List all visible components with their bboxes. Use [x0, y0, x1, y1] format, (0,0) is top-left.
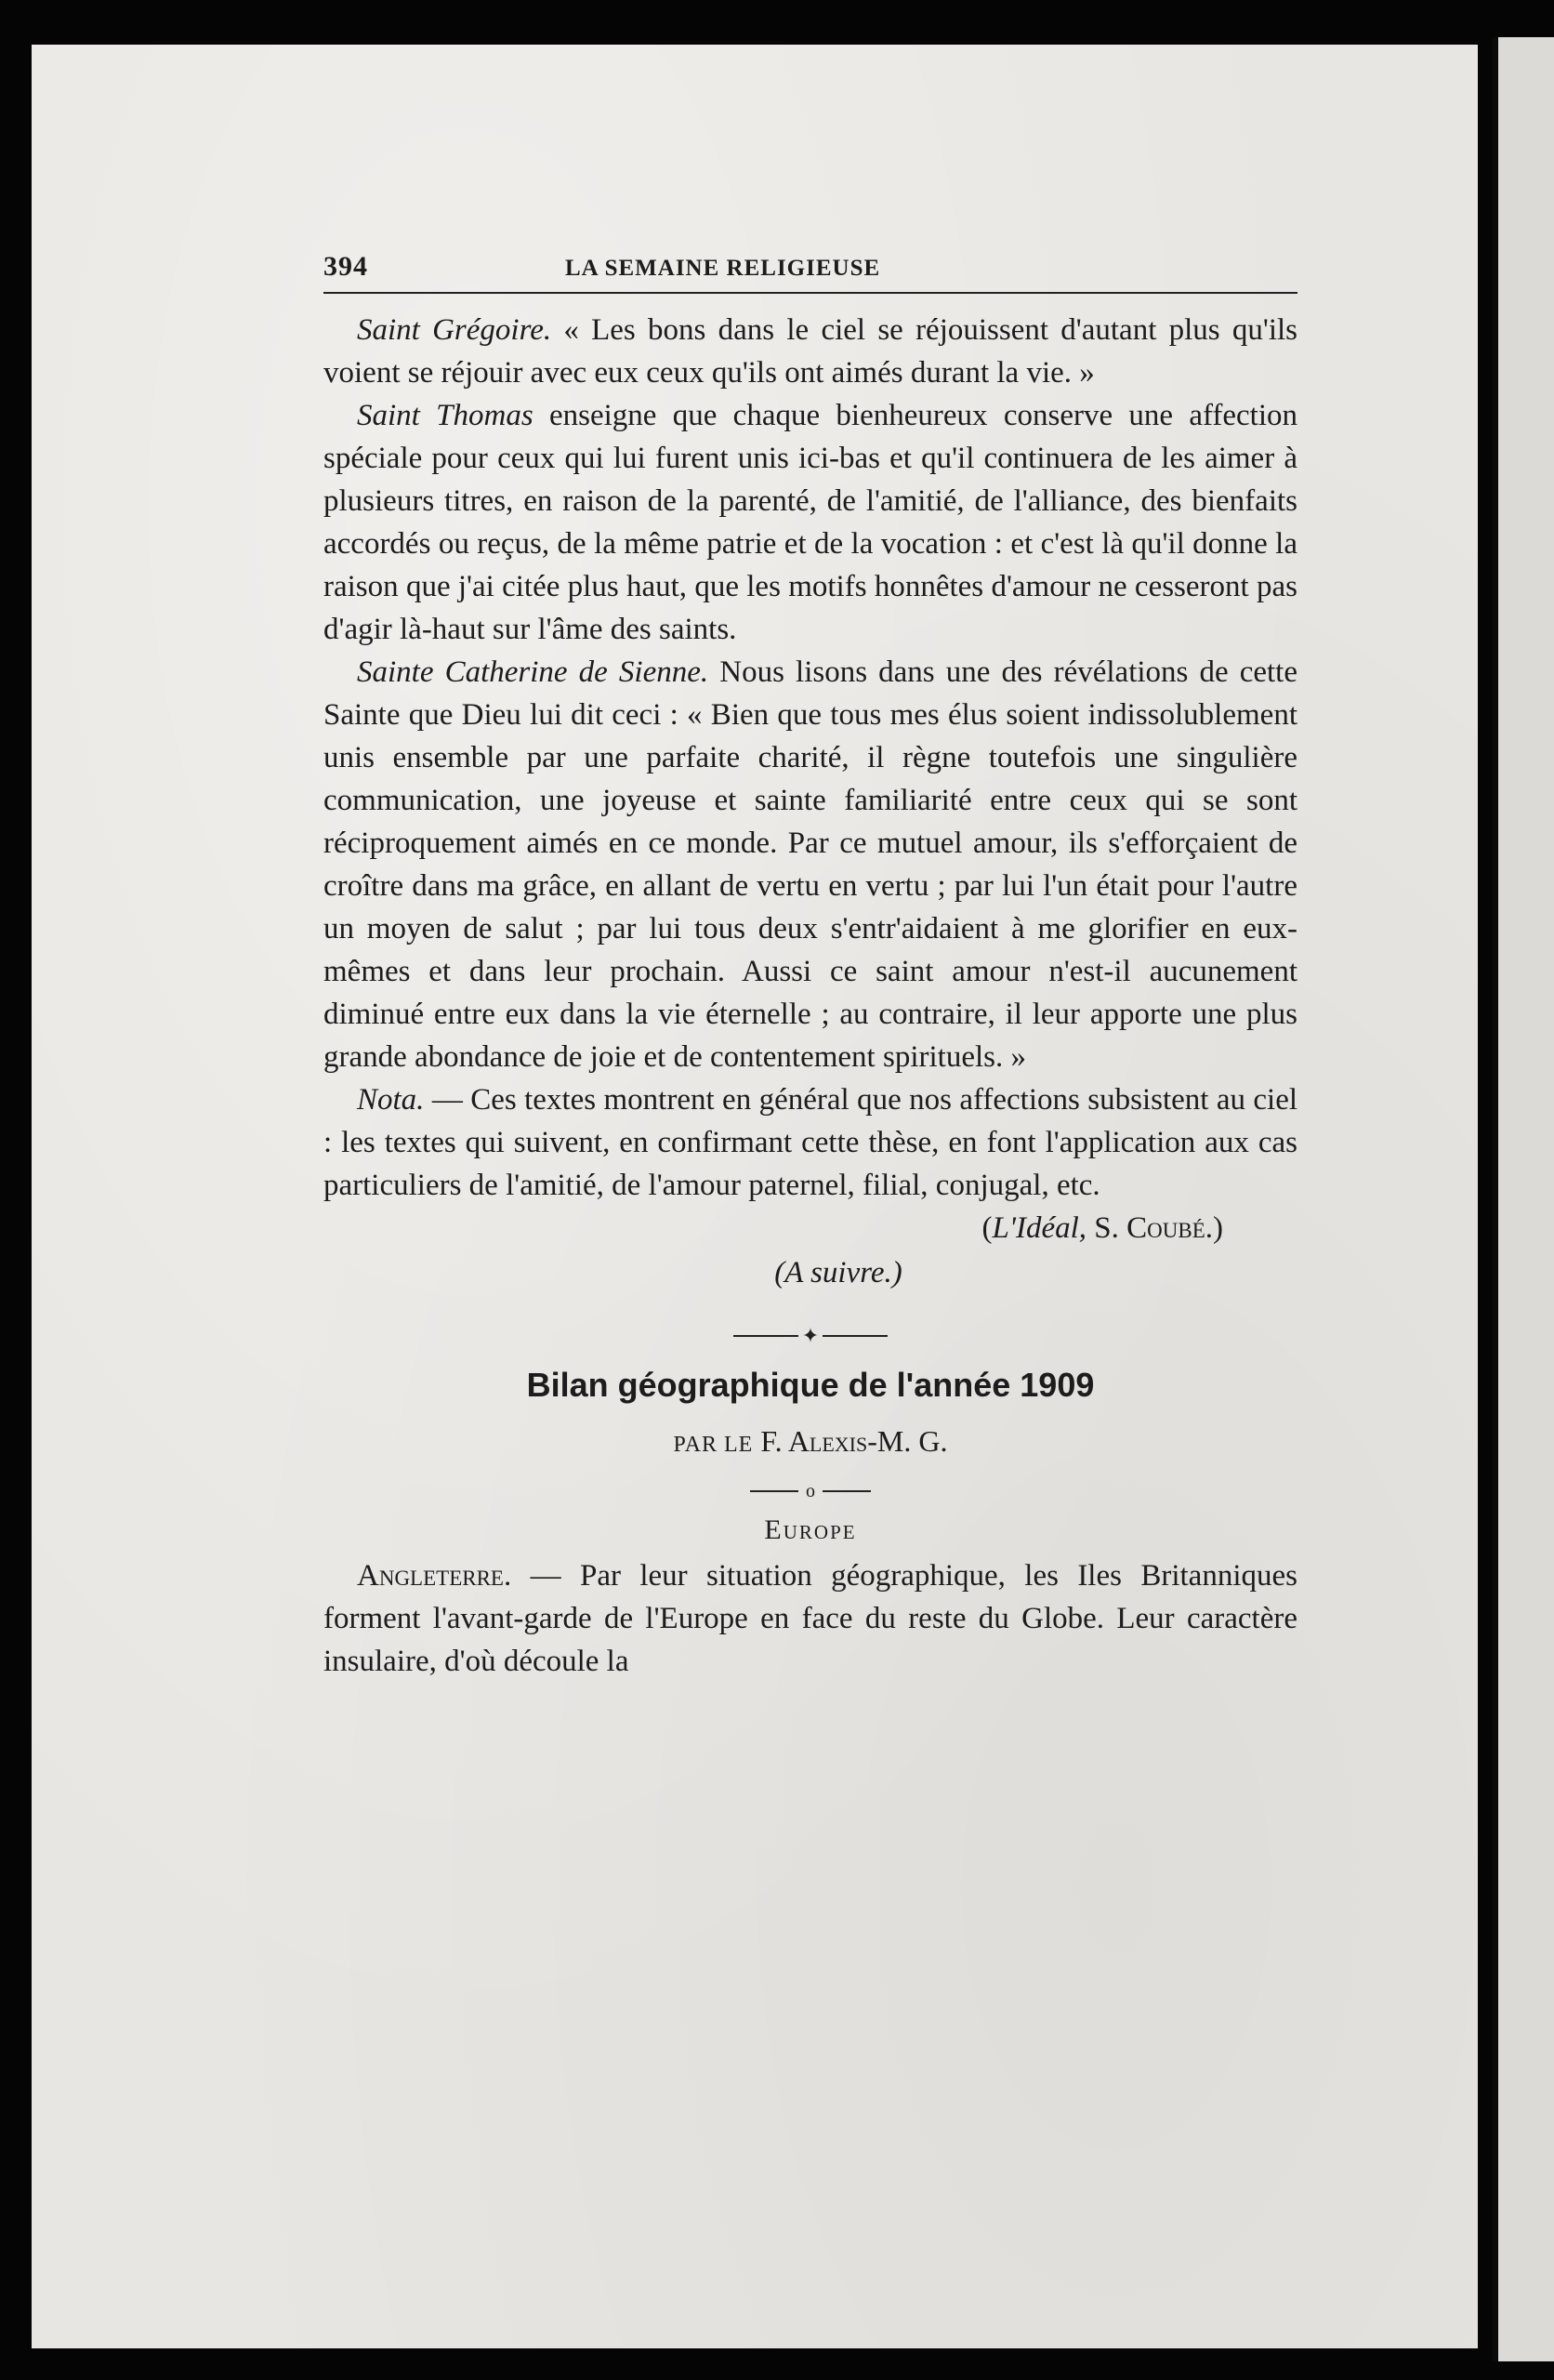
paragraph-lead: Nota. [357, 1083, 425, 1117]
paragraph-thomas [323, 394, 1297, 651]
paragraph-lead: Saint Grégoire. [357, 313, 552, 347]
section-heading: Europe [764, 1514, 857, 1545]
running-head [323, 251, 1297, 294]
citation-work: L'Idéal, [992, 1211, 1087, 1245]
small-divider [323, 1480, 1297, 1502]
article-byline [323, 1415, 1297, 1471]
o-ornament-icon: o [806, 1480, 815, 1501]
article-title: Bilan géographique de l'année 1909 [526, 1365, 1095, 1404]
citation-open: ( [981, 1211, 993, 1245]
paragraph-nota [323, 1078, 1297, 1207]
paragraph-lead: Saint Thomas [357, 399, 533, 432]
page-number: 394 [323, 251, 368, 282]
paragraph-lead: Sainte Catherine de Sienne. [357, 655, 709, 689]
paragraph-text: « Les bons dans le ciel se réjouissent d'autant plus qu'ils voient se réjouir avec eux ceux qu'ils ont aimés durant la vie. » [323, 313, 1298, 390]
paragraph-text: enseigne que chaque bienheureux conserve une affection spéciale pour ceux qui lui furent unis ici-bas et qu'il continuera de les aimer à plusieurs titres, en raison de la parenté, de l'amitié, de l'alliance, des bienfaits accordés ou reçus, de la même patrie et de la vocation : et c'est là qu'il donne la raison que j'ai citée plus haut, que les motifs honnêtes d'amour ne cesseront pas d'agir là-haut sur l'âme des saints. [323, 399, 1298, 646]
divider-line [733, 1335, 798, 1337]
paragraph-angleterre [323, 1554, 1297, 1683]
section-divider [323, 1322, 1297, 1348]
page-content [323, 251, 1297, 1683]
paragraph-gregoire [323, 309, 1297, 394]
paragraph-catherine [323, 651, 1297, 1078]
paragraph-text: — Par leur situation géographique, les Iles Britanniques forment l'avant-garde de l'Europe en face du reste du Globe. Leur caractère insulaire, d'où découle la [323, 1558, 1297, 1678]
divider-line [750, 1490, 798, 1492]
source-citation [323, 1207, 1297, 1250]
citation-initial: S. [1094, 1211, 1119, 1245]
adjacent-page-edge [1493, 37, 1554, 2361]
citation-close: ) [1213, 1211, 1223, 1245]
star-ornament-icon: ✦ [801, 1323, 820, 1347]
to-be-continued: (A suivre.) [774, 1256, 902, 1289]
divider-line [823, 1490, 871, 1492]
citation-author: Coubé. [1126, 1211, 1213, 1245]
paragraph-text: Nous lisons dans une des révélations de cette Sainte que Dieu lui dit ceci : « Bien que tous mes élus soient indissolublement unis ensemble par une parfaite charité, il règne toutefois une singulière communication, une joyeuse et sainte familiarité entre ceux qui se sont réciproquement aimés en ce monde. Par ce mutuel amour, ils s'efforçaient de croître dans ma grâce, en allant de vertu en vertu ; par lui l'un était pour l'autre un moyen de salut ; par lui tous deux s'entr'aidaient à me glorifier en eux-mêmes et dans leur prochain. Aussi ce saint amour n'est-il aucunement diminué entre eux dans la vie éternelle ; au contraire, il leur apporte une plus grande abondance de joie et de contentement spirituels. » [323, 655, 1297, 1074]
divider-line [823, 1335, 888, 1337]
paragraph-text: — Ces textes montrent en général que nos affections subsistent au ciel : les textes qui suivent, en confirmant cette thèse, en font l'application aux cas particuliers de l'amitié, de l'amour paternel, filial, conjugal, etc. [323, 1083, 1298, 1202]
byline-author: F. Alexis-M. G. [760, 1423, 948, 1458]
byline-prefix: PAR LE [673, 1432, 754, 1457]
running-title: LA SEMAINE RELIGIEUSE [565, 256, 881, 281]
paragraph-lead: Angleterre. [357, 1558, 512, 1593]
